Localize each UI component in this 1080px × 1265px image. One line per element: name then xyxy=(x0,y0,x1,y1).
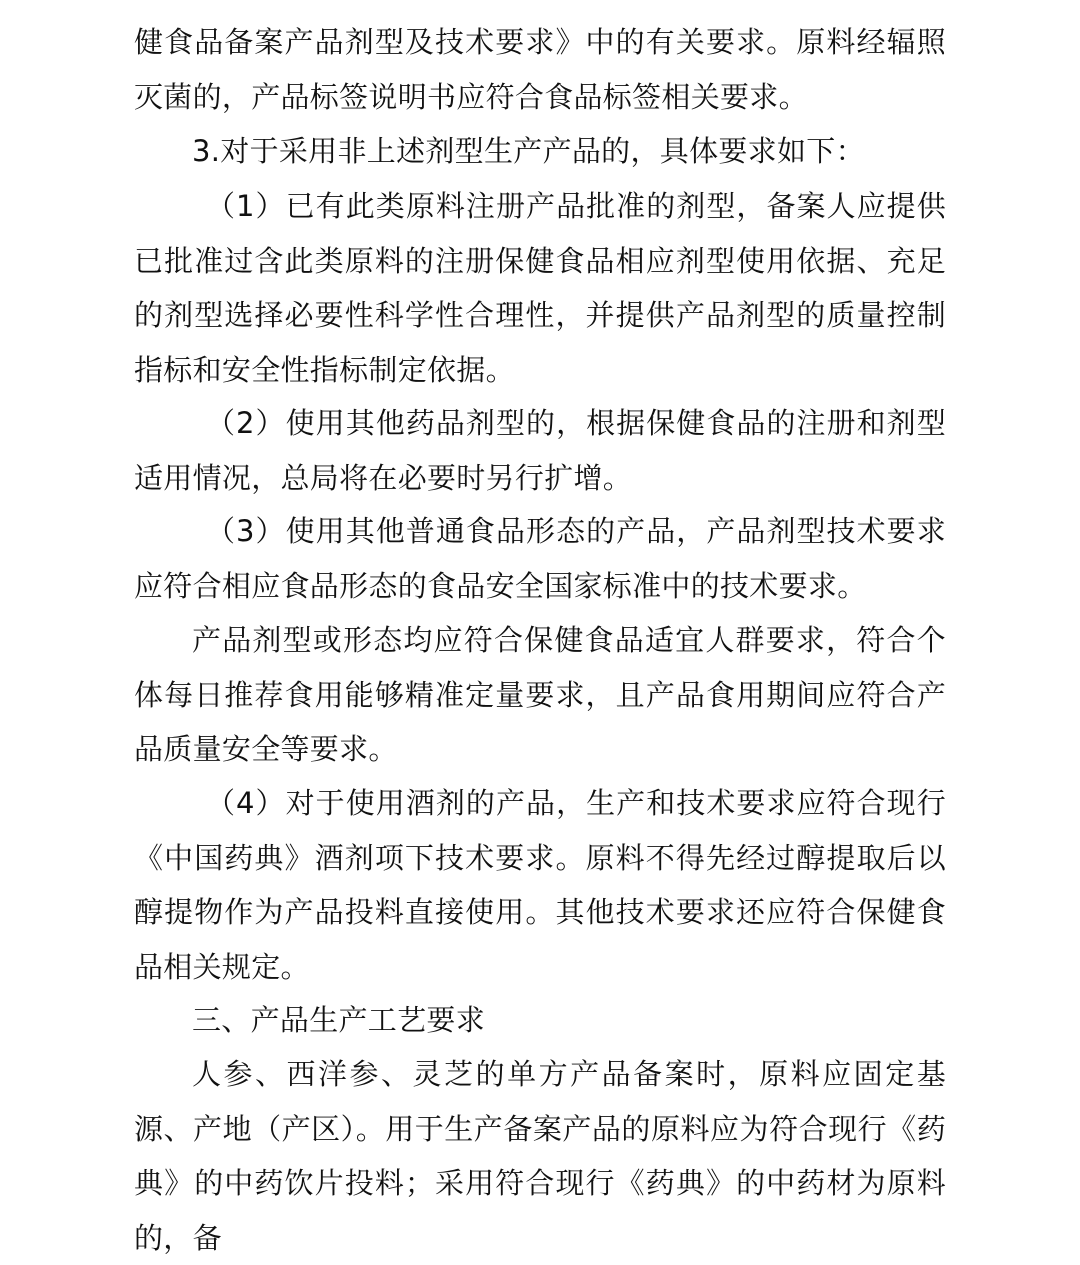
paragraph-ginseng-requirements: 人参、西洋参、灵芝的单方产品备案时，原料应固定基源、产地（产区）。用于生产备案产品的原料应为符合现行《药典》的中药饮片投料；采用符合现行《药典》的中药材为原料的，备 xyxy=(134,1057,946,1255)
paragraph-item-2: （2）使用其他药品剂型的，根据保健食品的注册和剂型适用情况，总局将在必要时另行扩增。 xyxy=(134,406,946,495)
paragraph-dosage-form-requirements: 产品剂型或形态均应符合保健食品适宜人群要求，符合个体每日推荐食用能够精准定量要求，且产品食用期间应符合产品质量安全等要求。 xyxy=(134,623,946,766)
paragraph-item-3: （3）使用其他普通食品形态的产品，产品剂型技术要求应符合相应食品形态的食品安全国家标准中的技术要求。 xyxy=(134,514,946,603)
paragraph-radiation-label: 健食品备案产品剂型及技术要求》中的有关要求。原料经辐照灭菌的，产品标签说明书应符合食品标签相关要求。 xyxy=(134,25,946,114)
paragraph-other-dosage-intro: 3.对于采用非上述剂型生产产品的，具体要求如下： xyxy=(192,134,865,168)
paragraph-item-4: （4）对于使用酒剂的产品，生产和技术要求应符合现行《中国药典》酒剂项下技术要求。原料不得先经过醇提取后以醇提物作为产品投料直接使用。其他技术要求还应符合保健食品相关规定。 xyxy=(134,786,946,984)
paragraph-item-1: （1）已有此类原料注册产品批准的剂型，备案人应提供已批准过含此类原料的注册保健食品相应剂型使用依据、充足的剂型选择必要性科学性合理性，并提供产品剂型的质量控制指标和安全性指标制定依据。 xyxy=(134,189,946,387)
section-heading-production-process: 三、产品生产工艺要求 xyxy=(192,1003,486,1037)
